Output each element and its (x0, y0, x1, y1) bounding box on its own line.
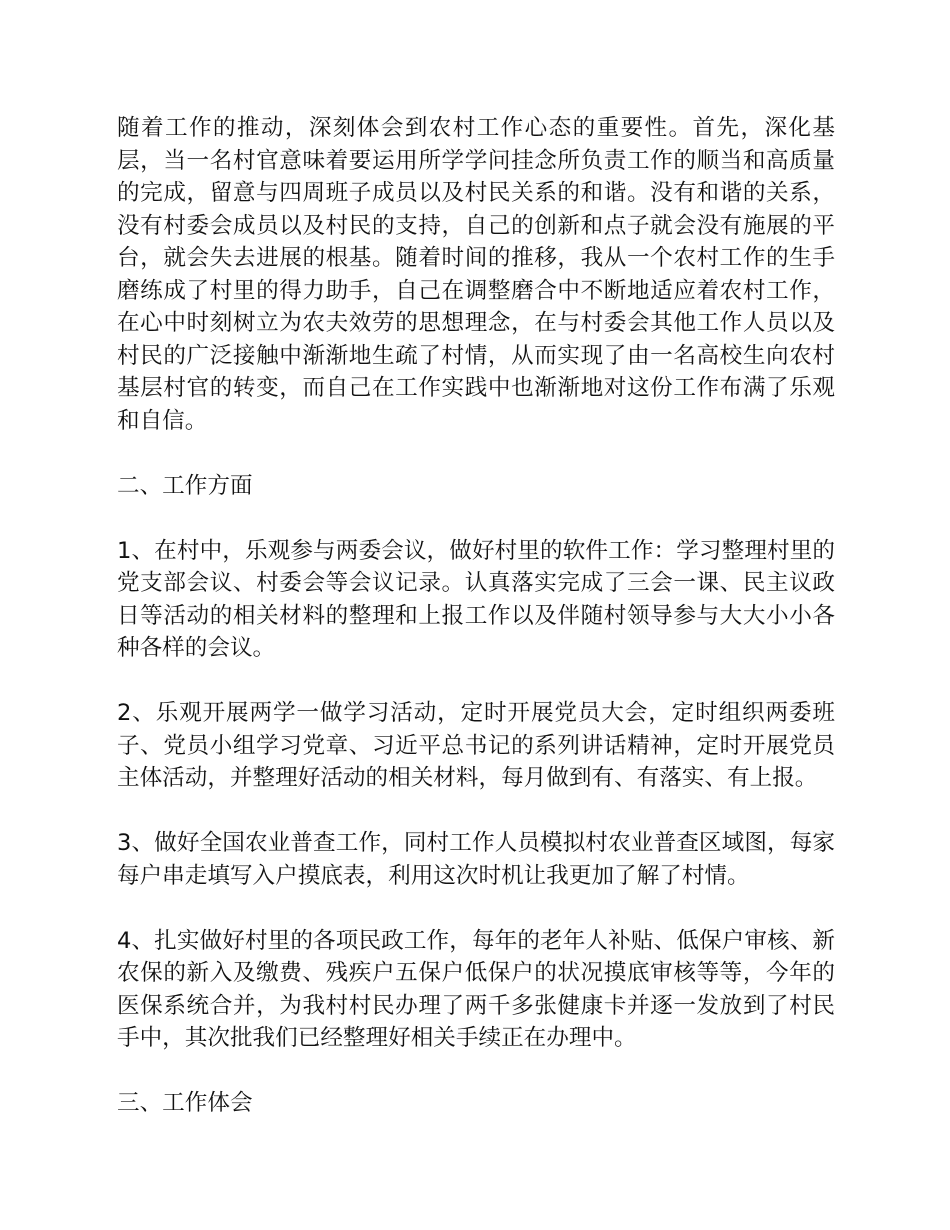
paragraph-item-3: 3、做好全国农业普查工作，同村工作人员模拟村农业普查区域图，每家每户串走填写入户摸底表，利用这次时机让我更加了解了村情。 (117, 830, 835, 889)
paragraph-work-attitude: 随着工作的推动，深刻体会到农村工作心态的重要性。首先，深化基层，当一名村官意味着要运用所学学问挂念所负责工作的顺当和高质量的完成，留意与四周班子成员以及村民关系的和谐。没有和谐的关系，没有村委会成员以及村民的支持，自己的创新和点子就会没有施展的平台，就会失去进展的根基。随着时间的推移，我从一个农村工作的生手磨练成了村里的得力助手，自己在调整磨合中不断地适应着农村工作，在心中时刻树立为农夫效劳的思想理念，在与村委会其他工作人员以及村民的广泛接触中渐渐地生疏了村情，从而实现了由一名高校生向农村基层村官的转变，而自己在工作实践中也渐渐地对这份工作布满了乐观和自信。 (117, 115, 835, 434)
paragraph-item-1: 1、在村中，乐观参与两委会议，做好村里的软件工作：学习整理村里的党支部会议、村委会等会议记录。认真落实完成了三会一课、民主议政日等活动的相关材料的整理和上报工作以及伴随村领导参与大大小小各种各样的会议。 (117, 537, 835, 661)
section-heading-work-aspects: 二、工作方面 (117, 472, 253, 499)
section-heading-work-experience: 三、工作体会 (117, 1090, 253, 1116)
document-body (117, 112, 835, 1152)
paragraph-item-2: 2、乐观开展两学一做学习活动，定时开展党员大会，定时组织两委班子、党员小组学习党章、习近平总书记的系列讲话精神，定时开展党员主体活动，并整理好活动的相关材料，每月做到有、有落实、有上报。 (117, 700, 835, 791)
paragraph-item-4: 4、扎实做好村里的各项民政工作，每年的老年人补贴、低保户审核、新农保的新入及缴费、残疾户五保户低保户的状况摸底审核等等，今年的医保系统合并，为我村村民办理了两千多张健康卡并逐一发放到了村民手中，其次批我们已经整理好相关手续正在办理中。 (117, 927, 835, 1051)
